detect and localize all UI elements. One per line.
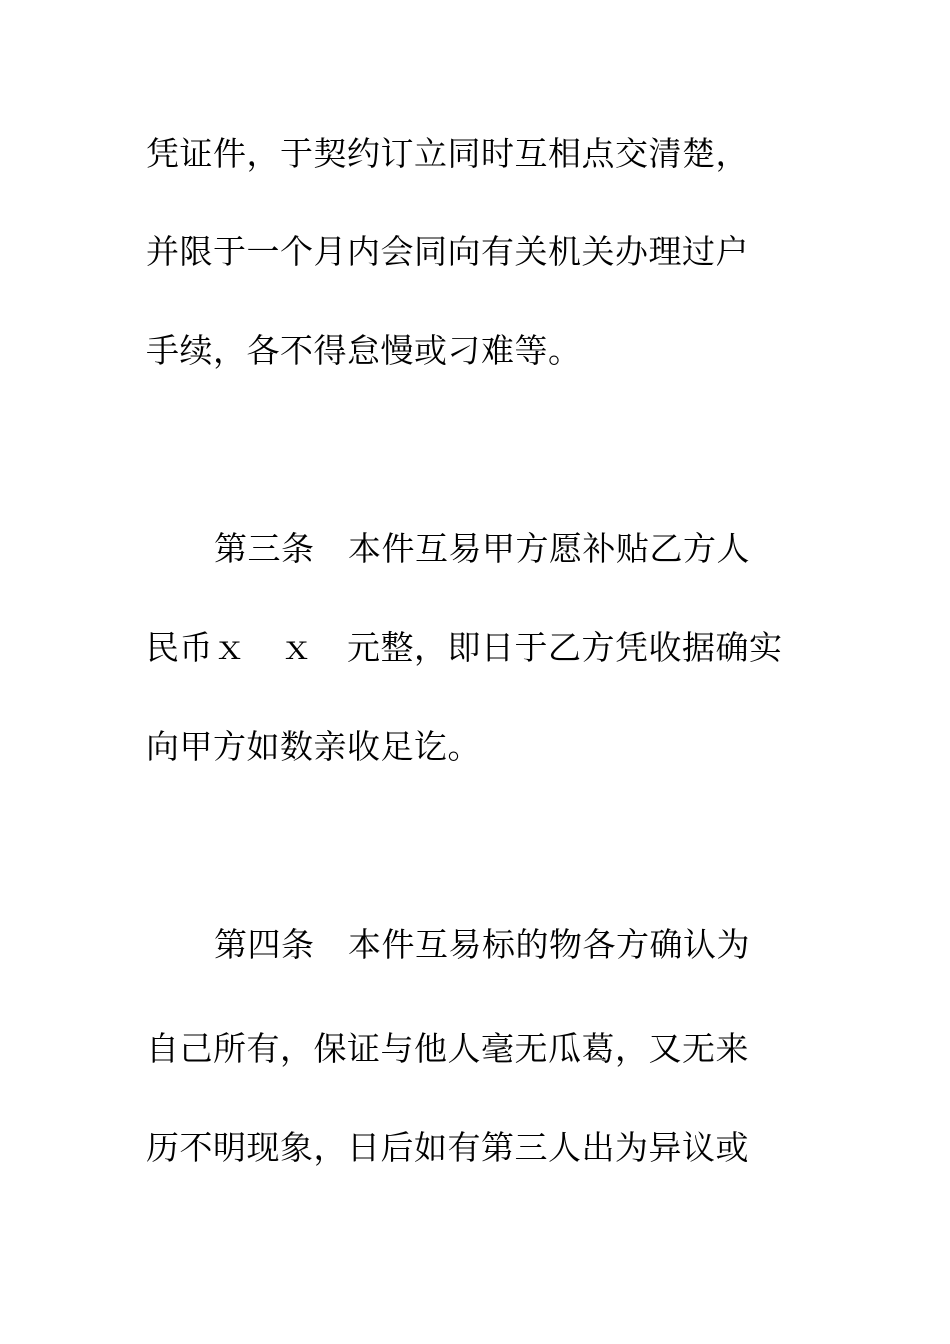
text-line: 并限于一个月内会同向有关机关办理过户 bbox=[146, 232, 749, 271]
text-line: 历不明现象，日后如有第三人出为异议或 bbox=[146, 1128, 749, 1167]
text-line: 自己所有，保证与他人毫无瓜葛，又无来 bbox=[146, 1029, 749, 1068]
text-line: 手续，各不得怠慢或刁难等。 bbox=[146, 331, 582, 370]
text-line: 向甲方如数亲收足讫。 bbox=[146, 727, 481, 766]
article-4-heading-line: 第四条 本件互易标的物各方确认为 bbox=[214, 925, 750, 964]
article-3-heading-line: 第三条 本件互易甲方愿补贴乙方人 bbox=[214, 529, 750, 568]
text-line: 民币ｘ ｘ 元整，即日于乙方凭收据确实 bbox=[146, 628, 783, 667]
text-line: 凭证件，于契约订立同时互相点交清楚， bbox=[146, 134, 749, 173]
